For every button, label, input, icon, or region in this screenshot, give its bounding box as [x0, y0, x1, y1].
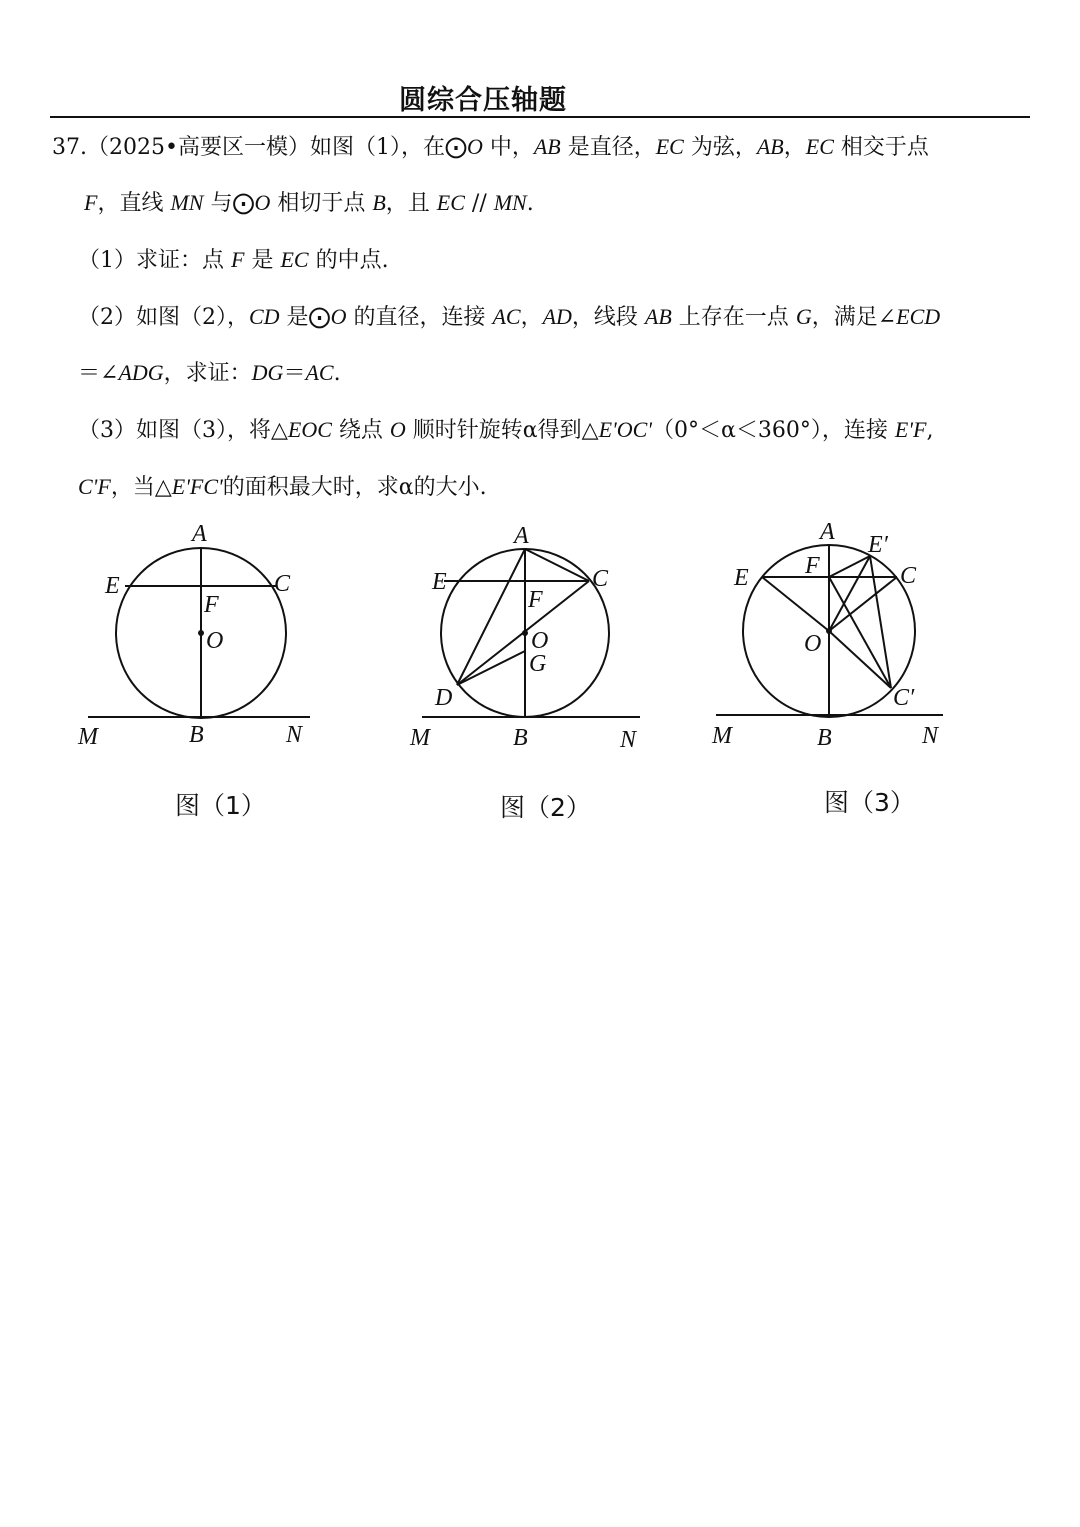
text: ,: [926, 418, 934, 443]
label-C: C: [900, 563, 917, 589]
text: ，且: [385, 191, 437, 216]
label-M: M: [712, 723, 732, 749]
label-D: D: [435, 685, 453, 711]
figure-1-diagram: [70, 515, 320, 755]
label-E: E: [432, 569, 447, 595]
text: 是⨀: [279, 305, 331, 330]
segment-OC-prime: [829, 631, 891, 688]
label-E: E: [734, 565, 749, 591]
figure-2: [400, 515, 650, 759]
text: //: [464, 191, 494, 216]
text: （3）如图（3），将△: [78, 418, 288, 443]
problem-line-1: [52, 132, 929, 163]
figure-1-caption: 图（1）: [175, 791, 266, 820]
label-F: F: [805, 553, 820, 579]
var-EC: EC: [805, 134, 834, 159]
text: （2）如图（2），: [78, 305, 249, 330]
var-E-prime-F-C-prime: E'FC': [171, 474, 223, 499]
var-MN: MN: [493, 190, 527, 215]
page-title: 圆综合压轴题: [399, 85, 567, 116]
text: ，当△: [110, 475, 172, 500]
var-EOC: EOC: [287, 417, 332, 442]
text: 的面积最大时，求α的大小.: [222, 475, 487, 500]
text: ，: [783, 135, 806, 160]
segment-CO: [829, 577, 897, 631]
label-E-prime: E′: [868, 532, 888, 558]
label-A: A: [820, 519, 835, 545]
center-dot: [522, 630, 528, 636]
text: .: [526, 191, 534, 216]
text: ，线段: [571, 305, 645, 330]
text: 是直径，: [560, 135, 656, 160]
text: ，: [520, 305, 543, 330]
segment-AD: [457, 549, 525, 685]
text: 中，: [482, 135, 534, 160]
var-O: O: [254, 190, 271, 215]
question-2-line-2: [78, 358, 341, 389]
var-E-prime-O-C-prime: E'OC': [598, 417, 653, 442]
label-O: O: [804, 631, 822, 657]
var-O: O: [466, 134, 483, 159]
text: 的直径，连接: [346, 305, 493, 330]
label-B: B: [817, 725, 832, 751]
label-A: A: [192, 521, 207, 547]
label-B: B: [513, 725, 528, 751]
figure-1: [70, 515, 320, 759]
label-O: O: [531, 628, 549, 654]
var-DG: DG: [251, 360, 284, 385]
var-AB: AB: [533, 134, 561, 159]
label-O: O: [206, 628, 224, 654]
var-EC: EC: [280, 247, 309, 272]
text: 与⨀: [203, 191, 255, 216]
label-E: E: [105, 573, 120, 599]
label-M: M: [410, 725, 430, 751]
figure-2-caption: 图（2）: [500, 793, 591, 822]
text: 37.（2025•高要区一模）如图（1），在⨀: [52, 135, 467, 160]
var-O: O: [389, 417, 406, 442]
text: 相交于点: [833, 135, 929, 160]
label-N: N: [620, 727, 637, 753]
question-1: [78, 245, 389, 276]
var-AB: AB: [644, 304, 672, 329]
label-G: G: [529, 651, 547, 677]
label-M: M: [78, 724, 98, 750]
figure-3: [700, 515, 960, 759]
question-3-line-2: [78, 472, 487, 503]
label-C-prime: C′: [893, 685, 915, 711]
var-F: F: [231, 247, 245, 272]
label-F: F: [528, 587, 543, 613]
label-F: F: [204, 592, 219, 618]
center-dot: [826, 628, 832, 634]
text: ＝: [283, 361, 306, 386]
figure-3-diagram: [700, 515, 960, 755]
var-E-prime-F: E'F: [894, 417, 927, 442]
text: ，满足∠: [811, 305, 897, 330]
var-O: O: [330, 304, 347, 329]
var-AC: AC: [492, 304, 521, 329]
text: （1）求证：点: [78, 248, 231, 273]
figure-2-diagram: [400, 515, 650, 755]
label-A: A: [514, 523, 529, 549]
text: ，直线: [97, 191, 171, 216]
text: 是: [244, 248, 281, 273]
text: 的中点.: [308, 248, 389, 273]
text: 绕点: [331, 418, 390, 443]
label-C: C: [592, 566, 609, 592]
segment-EO: [762, 577, 829, 631]
text: ＝∠: [78, 361, 119, 386]
center-dot: [198, 630, 204, 636]
text: 为弦，: [683, 135, 757, 160]
text: .: [333, 361, 341, 386]
text: （0°＜α＜360°），连接: [652, 418, 895, 443]
text: ，求证：: [163, 361, 252, 386]
text: 顺时针旋转α得到△: [405, 418, 599, 443]
label-N: N: [922, 723, 939, 749]
label-B: B: [189, 722, 204, 748]
figure-3-caption: 图（3）: [824, 788, 915, 817]
var-AB: AB: [756, 134, 784, 159]
var-C-prime-F: C'F: [78, 474, 111, 499]
title-underline: [50, 116, 1030, 118]
question-3-line-1: [78, 415, 933, 446]
problem-line-2: [84, 188, 534, 219]
var-EC: EC: [655, 134, 684, 159]
var-ADG: ADG: [118, 360, 164, 385]
segment-AC: [525, 549, 589, 581]
var-ECD: ECD: [896, 304, 941, 329]
segment-DG: [457, 651, 525, 685]
var-CD: CD: [249, 304, 280, 329]
var-AC: AC: [305, 360, 334, 385]
text: 上存在一点: [671, 305, 796, 330]
text: 相切于点: [270, 191, 373, 216]
var-G: G: [795, 304, 812, 329]
var-MN: MN: [170, 190, 204, 215]
label-C: C: [274, 571, 291, 597]
question-2-line-1: [78, 302, 940, 333]
label-N: N: [286, 722, 303, 748]
var-B: B: [372, 190, 386, 215]
var-EC: EC: [436, 190, 465, 215]
var-AD: AD: [542, 304, 572, 329]
var-F: F: [84, 190, 98, 215]
